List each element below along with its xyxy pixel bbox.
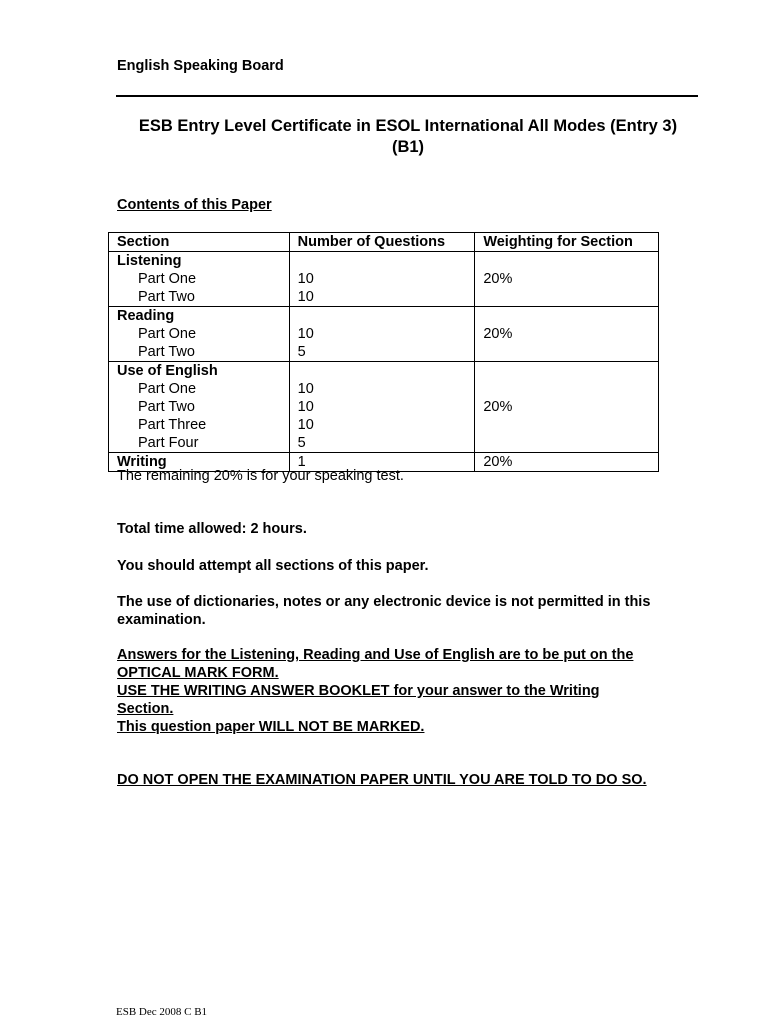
questions-cell: [289, 362, 475, 453]
part-label: Part Two: [138, 289, 195, 305]
weighting-cell: [475, 307, 659, 362]
not-marked-line: This question paper WILL NOT BE MARKED.: [117, 719, 425, 735]
do-not-open-warning: DO NOT OPEN THE EXAMINATION PAPER UNTIL YOU ARE TOLD TO DO SO.: [117, 772, 647, 788]
time-allowed: Total time allowed: 2 hours.: [117, 521, 307, 537]
sections-table: [108, 232, 659, 472]
paper-title: [110, 116, 706, 158]
weighting-cell: [475, 362, 659, 453]
weighting-cell: [475, 252, 659, 307]
section-name: Use of English: [117, 363, 218, 379]
part-label: Part One: [138, 271, 197, 287]
table-row-listening: [109, 252, 659, 307]
header-rule: [116, 95, 698, 97]
table-row-reading: [109, 307, 659, 362]
section-cell: [109, 307, 290, 362]
question-count: 1: [297, 454, 306, 470]
header-section: Section: [109, 233, 290, 252]
question-count: 5: [297, 435, 306, 451]
header-number-of-questions: Number of Questions: [289, 233, 475, 252]
part-label: Part Four: [138, 435, 199, 451]
part-label: Part Two: [138, 399, 195, 415]
header-weighting: Weighting for Section: [475, 233, 659, 252]
section-name: Reading: [117, 308, 175, 324]
booklet-line-1: USE THE WRITING ANSWER BOOKLET for your answer to the Writing: [117, 683, 600, 699]
remaining-note: The remaining 20% is for your speaking test.: [117, 468, 404, 484]
weighting-value: 20%: [483, 271, 513, 287]
questions-cell: [289, 307, 475, 362]
paper-title-line-2: (B1): [391, 138, 425, 156]
part-label: Part Three: [138, 417, 207, 433]
questions-cell: [289, 252, 475, 307]
weighting-value: 20%: [483, 326, 513, 342]
question-count: 10: [297, 271, 314, 287]
weighting-cell: [475, 453, 659, 472]
weighting-value: 20%: [483, 399, 513, 415]
section-cell: [109, 362, 290, 453]
section-name: Writing: [117, 454, 167, 470]
part-label: Part Two: [138, 344, 195, 360]
contents-heading: Contents of this Paper: [117, 197, 272, 213]
organisation-name: English Speaking Board: [117, 58, 284, 74]
question-count: 10: [297, 417, 314, 433]
weighting-value: 20%: [483, 454, 513, 470]
attempt-instruction: You should attempt all sections of this paper.: [117, 558, 429, 574]
answers-line-2: OPTICAL MARK FORM.: [117, 665, 279, 681]
question-count: 10: [297, 381, 314, 397]
part-label: Part One: [138, 326, 197, 342]
section-name: Listening: [117, 253, 182, 269]
question-count: 10: [297, 289, 314, 305]
answers-line-1: Answers for the Listening, Reading and Use of English are to be put on the: [117, 647, 634, 663]
part-label: Part One: [138, 381, 197, 397]
section-cell: [109, 252, 290, 307]
question-count: 10: [297, 399, 314, 415]
devices-instruction: The use of dictionaries, notes or any electronic device is not permitted in this examination.: [117, 594, 651, 628]
answer-instructions: [117, 646, 697, 736]
table-header-row: [109, 233, 659, 252]
paper-title-line-1: ESB Entry Level Certificate in ESOL International All Modes (Entry 3): [138, 117, 678, 135]
question-count: 5: [297, 344, 306, 360]
footer-reference: ESB Dec 2008 C B1: [116, 1006, 208, 1018]
question-count: 10: [297, 326, 314, 342]
booklet-line-2: Section.: [117, 701, 174, 717]
table-row-use-of-english: [109, 362, 659, 453]
